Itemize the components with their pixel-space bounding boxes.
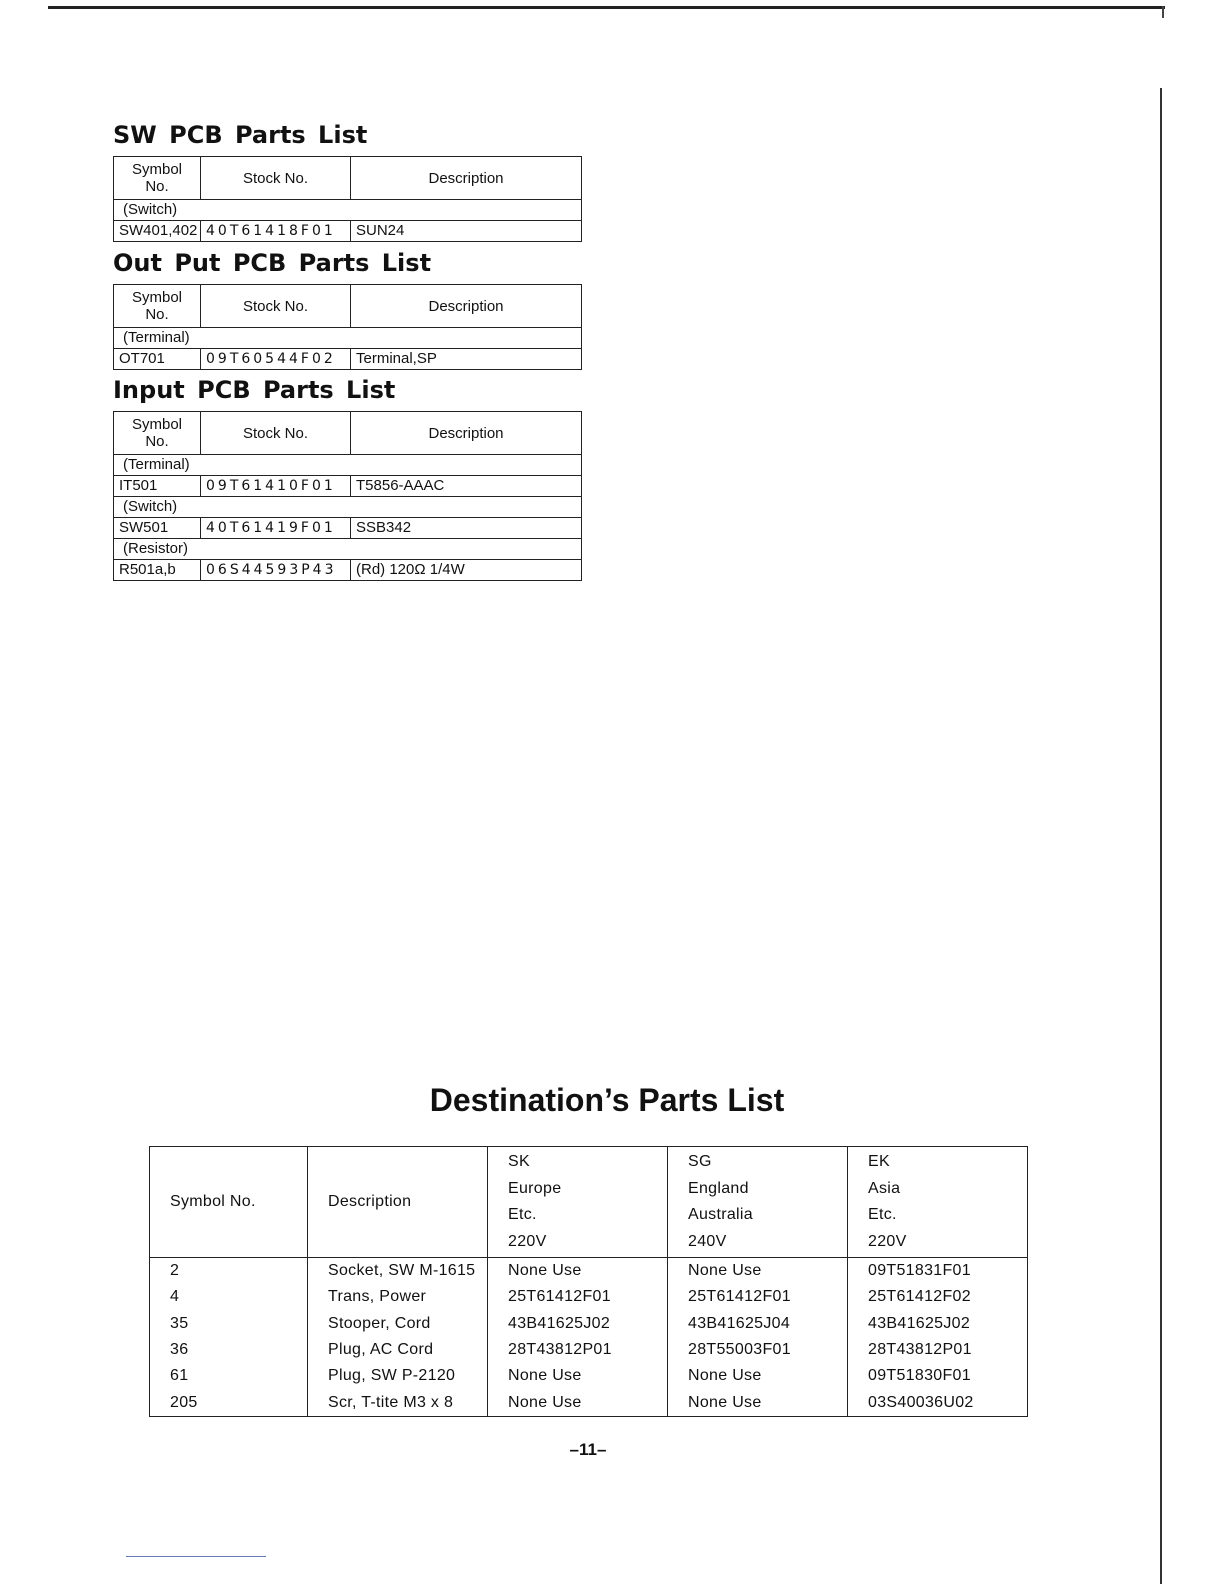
table-row [114,518,582,539]
sg-region: England [688,1179,749,1197]
description-header: Description [351,157,582,200]
symbol-cell: SW501 [114,518,201,539]
table-row [150,1284,1028,1310]
symbol-cell: OT701 [114,349,201,370]
sk-cell: 28T43812P01 [488,1337,668,1363]
output-pcb-title: Out Put PCB Parts List [113,249,432,277]
sg-voltage: 240V [688,1232,727,1250]
description-cell: Scr, T-tite M3 x 8 [308,1389,488,1416]
stock-no-header: Stock No. [201,285,351,328]
table-row [150,1337,1028,1363]
sw-pcb-title: SW PCB Parts List [113,121,368,149]
description-cell: SSB342 [351,518,582,539]
category-row [114,497,582,518]
sk-cell: 43B41625J02 [488,1311,668,1337]
table-row [114,476,582,497]
sg-code: SG [688,1153,712,1170]
stock-cell: 09T60544F02 [201,349,351,370]
description-header: Description [308,1147,488,1258]
description-cell: SUN24 [351,221,582,242]
sg-header [668,1147,848,1258]
table-row [114,560,582,581]
ek-cell: 09T51830F01 [848,1363,1028,1389]
ek-header [848,1147,1028,1258]
symbol-no-header: Symbol No. [114,157,201,200]
page-number: –11– [569,1440,607,1459]
ek-cell: 25T61412F02 [848,1284,1028,1310]
input-pcb-title: Input PCB Parts List [113,376,396,404]
sg-cell: None Use [668,1389,848,1416]
category-label: (Switch) [114,497,582,518]
sg-cell: 25T61412F01 [668,1284,848,1310]
input-pcb-table [113,411,582,581]
table-header-row [150,1147,1028,1258]
table-header-row [114,157,582,200]
table-row [150,1389,1028,1416]
top-border-rule [48,6,1165,9]
symbol-no-header: Symbol No. [114,285,201,328]
description-cell: Trans, Power [308,1284,488,1310]
ek-region-extra: Etc. [868,1206,897,1223]
sk-header [488,1147,668,1258]
table-row [150,1363,1028,1389]
stock-cell: 06S44593P43 [201,560,351,581]
description-header: Description [351,412,582,455]
top-border-tick [1162,6,1164,18]
sk-voltage: 220V [508,1232,547,1250]
category-label: (Resistor) [114,539,582,560]
description-cell: Terminal,SP [351,349,582,370]
ek-code: EK [868,1153,890,1170]
symbol-no-header: Symbol No. [114,412,201,455]
description-cell: (Rd) 120Ω 1/4W [351,560,582,581]
symbol-cell: 36 [150,1337,308,1363]
sg-region-extra: Australia [688,1206,753,1223]
description-header: Description [351,285,582,328]
symbol-cell: R501a,b [114,560,201,581]
bottom-rule [126,1556,266,1557]
stock-cell: 09T61410F01 [201,476,351,497]
stock-no-header: Stock No. [201,412,351,455]
destination-title: Destination’s Parts List [429,1082,785,1118]
description-cell: Plug, AC Cord [308,1337,488,1363]
description-cell: Plug, SW P-2120 [308,1363,488,1389]
category-label: (Terminal) [114,455,582,476]
sk-region-extra: Etc. [508,1206,537,1223]
ek-cell: 43B41625J02 [848,1311,1028,1337]
ek-cell: 28T43812P01 [848,1337,1028,1363]
sg-cell: None Use [668,1258,848,1285]
sg-cell: 43B41625J04 [668,1311,848,1337]
symbol-cell: 35 [150,1311,308,1337]
ek-voltage: 220V [868,1232,907,1250]
symbol-cell: 4 [150,1284,308,1310]
sk-cell: 25T61412F01 [488,1284,668,1310]
table-row [150,1311,1028,1337]
sk-cell: None Use [488,1363,668,1389]
table-header-row [114,412,582,455]
symbol-cell: 205 [150,1389,308,1416]
symbol-cell: IT501 [114,476,201,497]
category-row [114,328,582,349]
category-label: (Switch) [114,200,582,221]
ek-cell: 03S40036U02 [848,1389,1028,1416]
symbol-no-header: Symbol No. [150,1147,308,1258]
symbol-cell: SW401,402 [114,221,201,242]
category-row [114,200,582,221]
stock-cell: 40T61419F01 [201,518,351,539]
sk-region: Europe [508,1179,562,1197]
table-row [114,349,582,370]
description-cell: Socket, SW M-1615 [308,1258,488,1285]
sg-cell: None Use [668,1363,848,1389]
table-row [150,1258,1028,1285]
category-row [114,539,582,560]
sw-pcb-table [113,156,582,242]
right-border-rule [1160,88,1162,1584]
symbol-cell: 2 [150,1258,308,1285]
stock-cell: 40T61418F01 [201,221,351,242]
sg-cell: 28T55003F01 [668,1337,848,1363]
description-cell: Stooper, Cord [308,1311,488,1337]
category-label: (Terminal) [114,328,582,349]
description-cell: T5856-AAAC [351,476,582,497]
sk-cell: None Use [488,1258,668,1285]
table-row [114,221,582,242]
ek-region: Asia [868,1179,901,1197]
sk-code: SK [508,1153,530,1170]
category-row [114,455,582,476]
table-header-row [114,285,582,328]
ek-cell: 09T51831F01 [848,1258,1028,1285]
stock-no-header: Stock No. [201,157,351,200]
symbol-cell: 61 [150,1363,308,1389]
sk-cell: None Use [488,1389,668,1416]
output-pcb-table [113,284,582,370]
destination-table [149,1146,1028,1417]
